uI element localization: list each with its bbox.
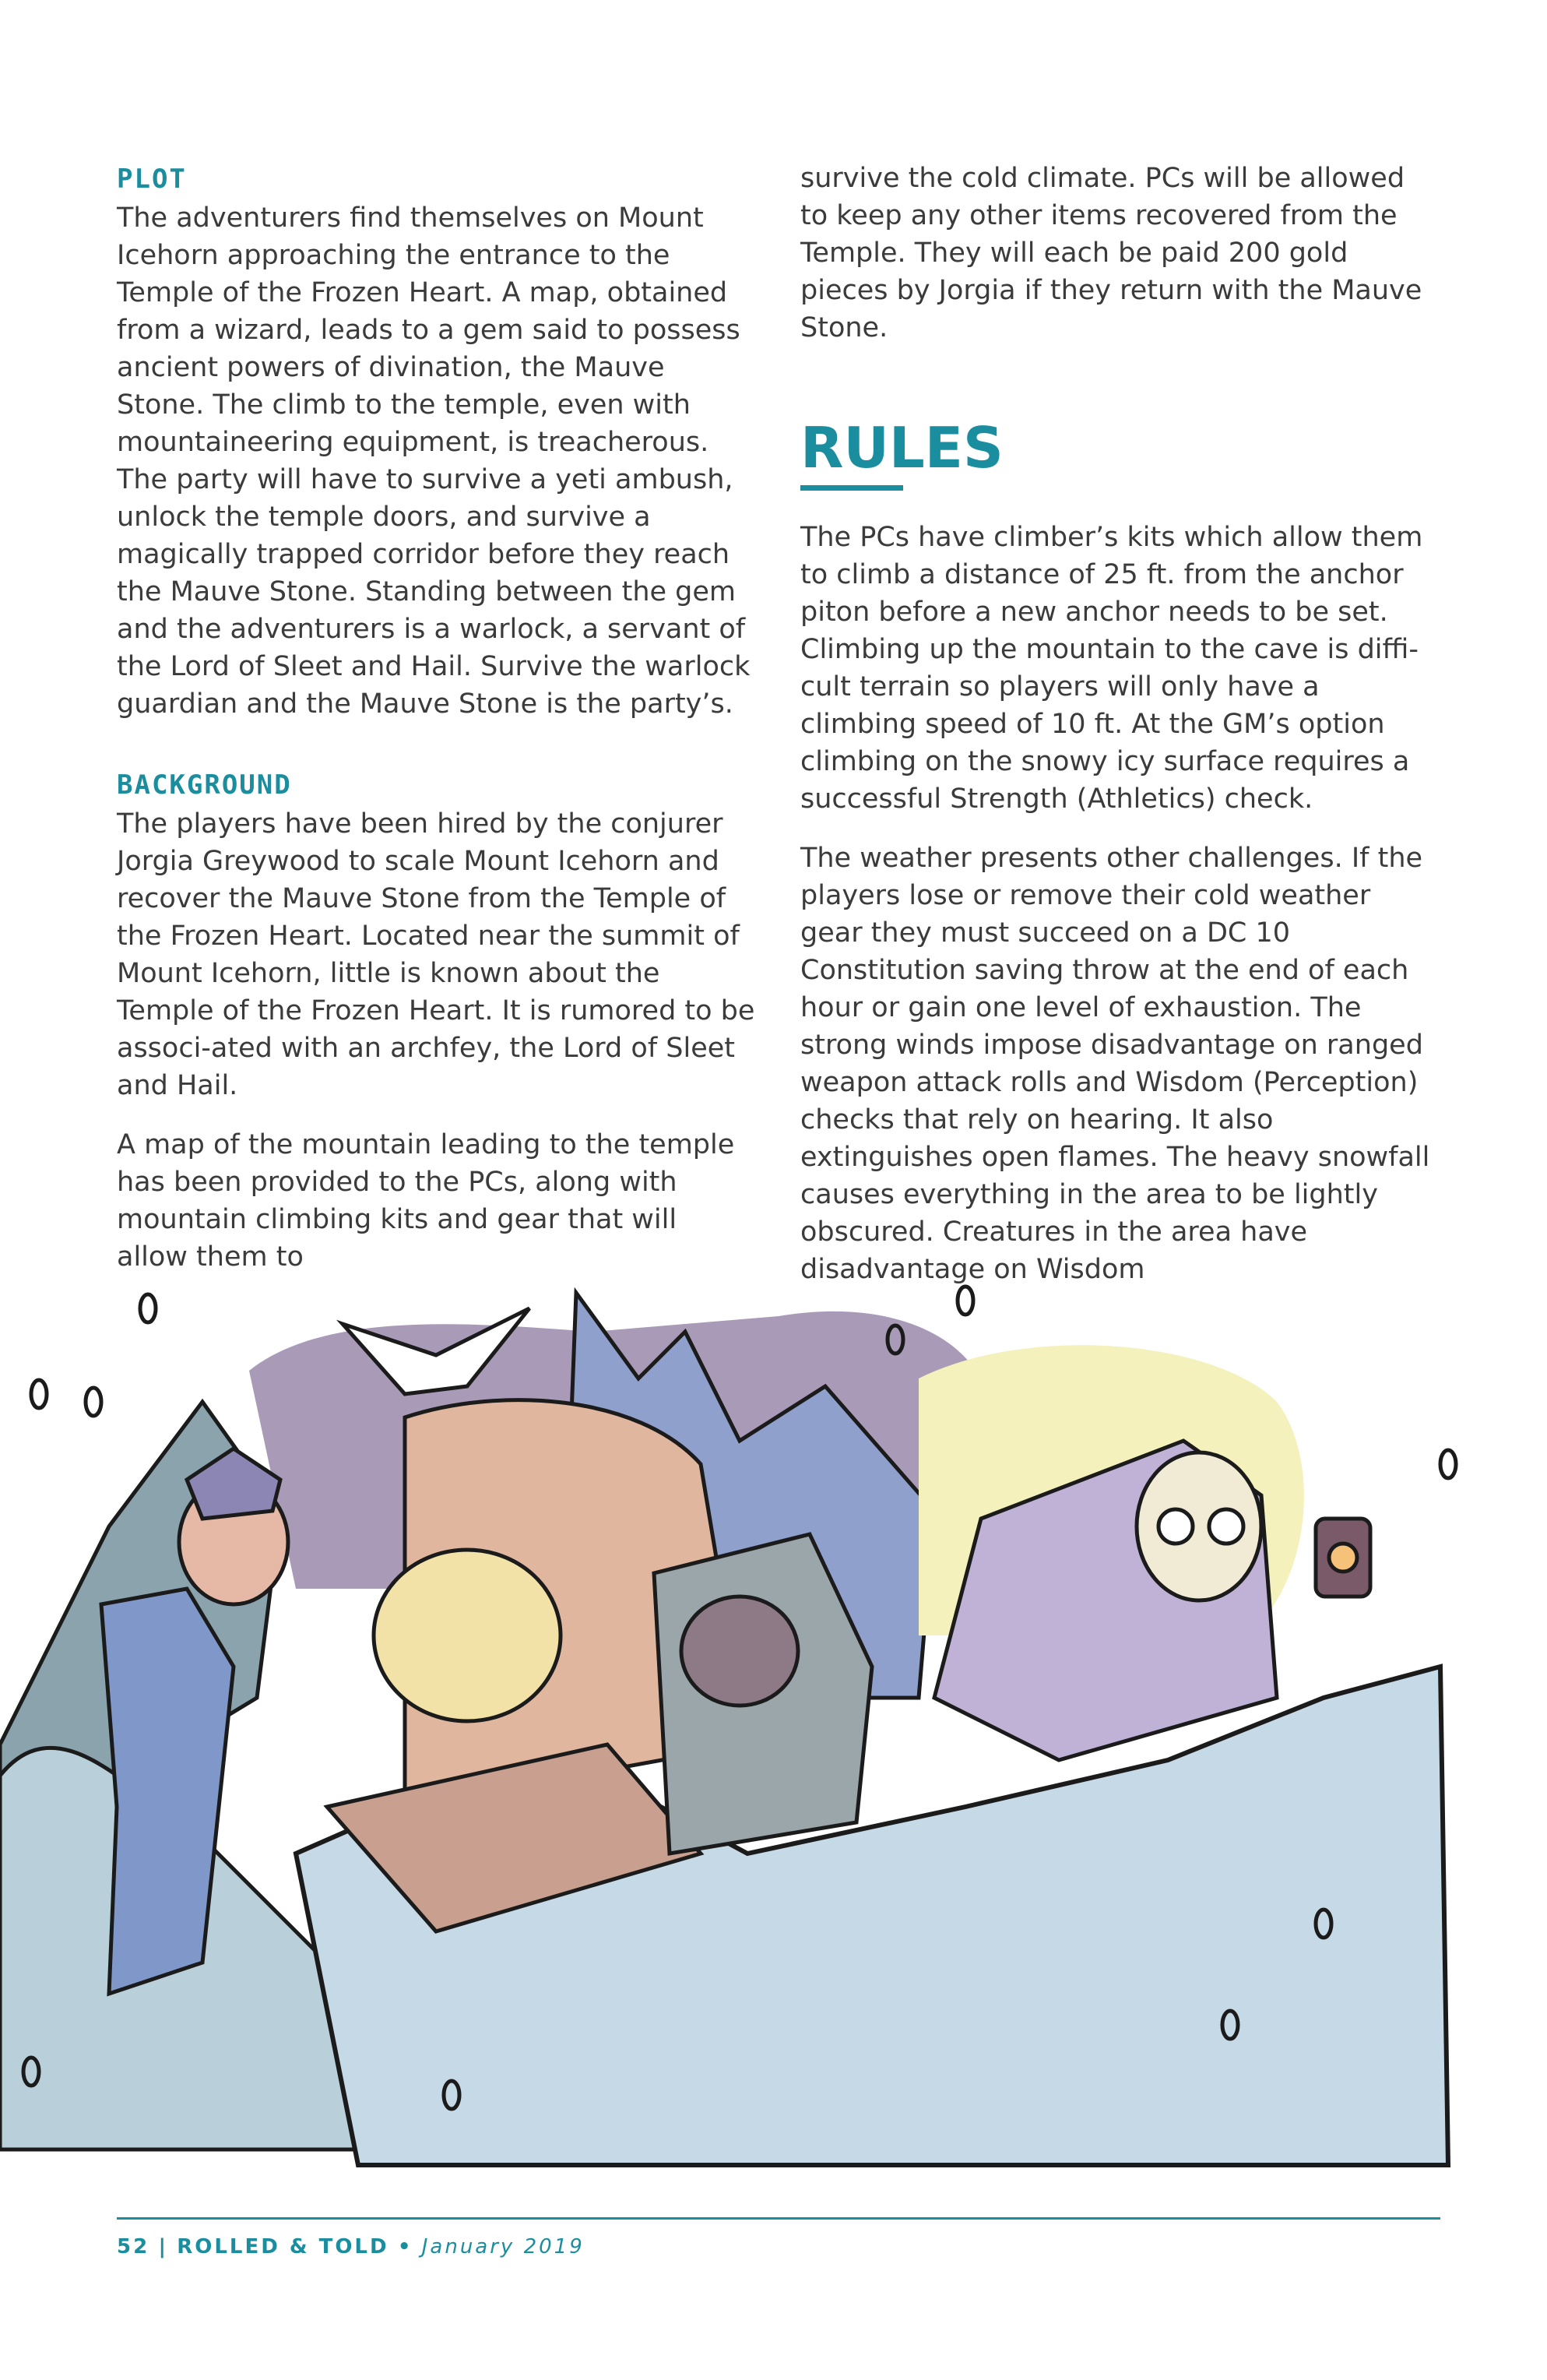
- publication-name: ROLLED & TOLD: [177, 2235, 389, 2259]
- publication-date: January 2019: [421, 2235, 585, 2259]
- rules-paragraph-1: The PCs have climber’s kits which allow them to climb a distance of 25 ft. from the anchor piton before a new anchor needs to be set. Climbing up the mountain to the cave is diffi-cult terrain so players will only have a climbing speed of 10 ft. At the GM’s option climbing on the snowy icy surface requires a successful Strength (Athletics) check.: [800, 522, 1423, 815]
- left-column: [117, 164, 755, 1297]
- footer-rule: [117, 2217, 1440, 2220]
- page-footer: [117, 2235, 585, 2259]
- page-number: 52: [117, 2235, 150, 2259]
- rules-heading: RULES: [800, 415, 1004, 481]
- footer-bullet: •: [397, 2235, 413, 2259]
- right-column: [800, 160, 1439, 1310]
- continued-paragraph: survive the cold climate. PCs will be allowed to keep any other items recovered from the Temple. They will each be paid 200 gold pieces by Jorgia if they return with the Mauve Stone.: [800, 163, 1422, 343]
- rules-underline: [800, 485, 903, 491]
- background-heading: BACKGROUND: [117, 769, 292, 801]
- plot-heading: PLOT: [117, 164, 187, 195]
- background-paragraph-1: The players have been hired by the conjurer Jorgia Greywood to scale Mount Icehorn and recover the Mauve Stone from the Temple of the Frozen Heart. Located near the summit of Mount Icehorn, little is known about the Temple of the Frozen Heart. It is rumored to be associ-ated with an archfey, the Lord of Sleet and Hail.: [117, 808, 755, 1101]
- rules-paragraph-2: The weather presents other challenges. If the players lose or remove their cold weather gear they must succeed on a DC 10 Constitution saving throw at the end of each hour or gain one level of exhaustion. The strong winds impose disadvantage on ranged weapon attack rolls and Wisdom (Perception) checks that rely on hearing. It also extinguishes open flames. The heavy snowfall causes everything in the area to be lightly obscured. Creatures in the area have disadvantage on Wisdom: [800, 843, 1430, 1285]
- lantern-icon: [1316, 1519, 1370, 1597]
- background-paragraph-2: A map of the mountain leading to the temple has been provided to the PCs, along with mountain climbing kits and gear that will allow them to: [117, 1129, 735, 1273]
- footer-separator: |: [158, 2235, 168, 2259]
- adventurers-illustration: [0, 1262, 1547, 2181]
- plot-paragraph: The adventurers find themselves on Mount Icehorn approaching the entrance to the Temple of the Frozen Heart. A map, obtained from a wizard, leads to a gem said to possess ancient powers of divination, the Mauve Stone. The climb to the temple, even with mountaineering equipment, is treacherous. The party will have to survive a yeti ambush, unlock the temple doors, and survive a magically trapped corridor before they reach the Mauve Stone. Standing between the gem and the adventurers is a warlock, a servant of the Lord of Sleet and Hail. Survive the warlock guardian and the Mauve Stone is the party’s.: [117, 202, 751, 720]
